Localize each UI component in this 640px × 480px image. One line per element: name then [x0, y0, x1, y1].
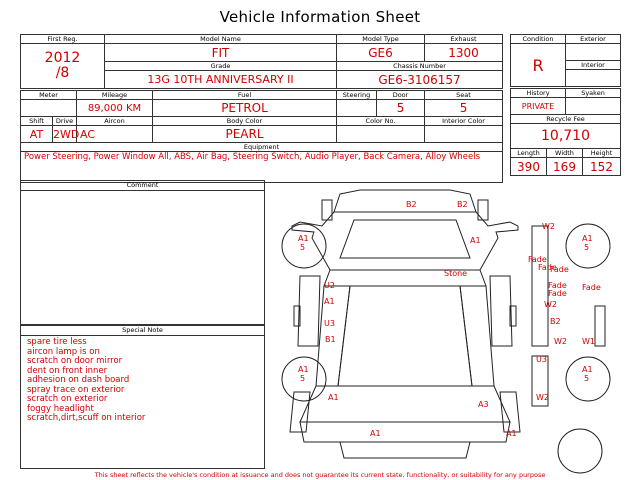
label-tire-fr-a: A1 5 [582, 234, 593, 252]
condition-label: Condition [511, 35, 566, 44]
model-name-value: FIT [105, 44, 337, 62]
grade-value: 13G 10TH ANNIVERSARY II [105, 71, 337, 89]
special-note-line: aircon lamp is on [27, 346, 100, 357]
shift-label: Shift [21, 117, 53, 126]
body-color-value: PEARL [153, 126, 337, 143]
label-fade-1: Fade [528, 255, 547, 264]
equipment-value: Power Steering, Power Window All, ABS, Air Bag, Steering Switch, Audio Player, Back Camera, Alloy Wheels [21, 152, 503, 183]
spare-tire [558, 429, 602, 473]
car-damage-diagram [270, 186, 620, 476]
width-label: Width [547, 149, 583, 158]
special-note-list [21, 336, 264, 424]
vehicle-spec-table [20, 34, 503, 183]
body-color-label: Body Color [153, 117, 337, 126]
label-w2-mid: W2 [544, 300, 557, 309]
roof-outline [338, 286, 472, 386]
special-note-line: dent on front inner [27, 365, 108, 376]
label-w1: W1 [582, 337, 595, 346]
fuel-value: PETROL [153, 100, 337, 117]
label-fade-5: Fade [548, 289, 567, 298]
label-a1-rear-left: A1 [328, 393, 339, 402]
first-reg-label: First Reg. [21, 35, 105, 44]
model-name-label: Model Name [105, 35, 337, 44]
label-w2-rear: W2 [536, 393, 549, 402]
special-note-label: Special Note [21, 326, 264, 336]
first-reg-value: 2012 /8 [21, 44, 105, 89]
door-label: Door [377, 91, 425, 100]
windshield-outline [340, 220, 470, 258]
rear-bumper-outline [340, 442, 470, 458]
label-stone: Stone [444, 269, 468, 278]
height-value: 152 [583, 158, 621, 176]
label-w2-top: W2 [542, 222, 555, 231]
label-b1: B1 [325, 335, 336, 344]
model-type-value: GE6 [337, 44, 425, 62]
mileage-label: Mileage [77, 91, 153, 100]
aircon-value: AC [77, 126, 153, 143]
width-value: 169 [547, 158, 583, 176]
drive-value: 2WD [53, 127, 80, 141]
label-w2-low: W2 [554, 337, 567, 346]
steering-value [337, 100, 377, 117]
shift-value: AT [21, 126, 53, 143]
interior-label: Interior [566, 61, 621, 70]
grade-label: Grade [105, 62, 337, 71]
interior-color-value [425, 126, 503, 143]
recycle-label: Recycle Fee [511, 115, 621, 124]
label-a3: A3 [478, 400, 489, 409]
exterior-label: Exterior [566, 35, 621, 44]
length-value: 390 [511, 158, 547, 176]
color-no-label: Color No. [337, 117, 425, 126]
condition-table [510, 34, 621, 87]
height-label: Height [583, 149, 621, 158]
label-tire-rl-a: A1 5 [298, 365, 309, 383]
disclaimer-footer: This sheet reflects the vehicle's condition at issuance and does not guarantee its current state, functionality, or suitability for any purpose [94, 471, 546, 479]
special-note-line: spare tire less [27, 337, 87, 347]
label-a1-bottom-right: A1 [506, 429, 517, 438]
recycle-value: 10,710 [511, 124, 621, 149]
comment-text [21, 191, 264, 193]
label-fade-2: Fade [538, 263, 557, 272]
special-note-line: scratch,dirt,scuff on interior [27, 413, 146, 423]
label-b2-left: B2 [406, 200, 417, 209]
seat-value: 5 [425, 100, 503, 117]
special-note-line: scratch on exterior [27, 394, 108, 404]
exhaust-label: Exhaust [425, 35, 503, 44]
label-u3-left: U3 [324, 319, 335, 328]
right-side-outline [460, 286, 494, 386]
special-note-line: scratch on door mirror [27, 356, 123, 366]
label-fade-6: Fade [582, 283, 601, 292]
drive-label: Drive [53, 117, 77, 126]
label-tire-rr-a: A1 5 [582, 365, 593, 383]
label-u3-right: U3 [536, 355, 547, 364]
exhaust-value: 1300 [425, 44, 503, 62]
seat-label: Seat [425, 91, 503, 100]
special-note-box [20, 325, 265, 469]
front-bumper-outline [334, 190, 476, 212]
label-b2-right: B2 [457, 200, 468, 209]
special-note-line: foggy headlight [27, 403, 94, 414]
label-fade-3: Fade [550, 265, 569, 274]
model-type-label: Model Type [337, 35, 425, 44]
label-tire-fl-a: A1 5 [298, 234, 309, 252]
meter-value [21, 100, 77, 117]
exterior-value [566, 44, 621, 61]
aircon-label: Aircon [77, 117, 153, 126]
history-value: PRIVATE [511, 98, 566, 115]
history-table [510, 88, 621, 176]
equipment-label: Equipment [21, 143, 503, 152]
label-a1-left: A1 [324, 297, 335, 306]
comment-box [20, 180, 265, 325]
syaken-label: Syaken [566, 89, 621, 98]
label-b2-mid: B2 [550, 317, 561, 326]
chassis-label: Chassis Number [337, 62, 503, 71]
door-value: 5 [377, 100, 425, 117]
steering-label: Steering [337, 91, 377, 100]
color-no-value [337, 126, 425, 143]
mileage-value: 89,000 KM [77, 100, 153, 117]
interior-color-label: Interior Color [425, 117, 503, 126]
comment-label: Comment [21, 181, 264, 191]
meter-label: Meter [21, 91, 77, 100]
special-note-line: adhesion on dash board [27, 375, 130, 385]
sheet-title: Vehicle Information Sheet [219, 8, 421, 26]
diagram-labels [298, 200, 601, 438]
interior-value [566, 70, 621, 87]
label-fade-4: Fade [548, 281, 567, 290]
fuel-label: Fuel [153, 91, 337, 100]
history-label: History [511, 89, 566, 98]
length-label: Length [511, 149, 547, 158]
syaken-value [566, 98, 621, 115]
special-note-line: spray trace on exterior [27, 384, 125, 395]
label-u2: U2 [324, 281, 335, 290]
label-a1-bottom-left: A1 [370, 429, 381, 438]
label-a1-top: A1 [470, 236, 481, 245]
condition-value: R [511, 44, 566, 87]
chassis-value: GE6-3106157 [337, 71, 503, 89]
